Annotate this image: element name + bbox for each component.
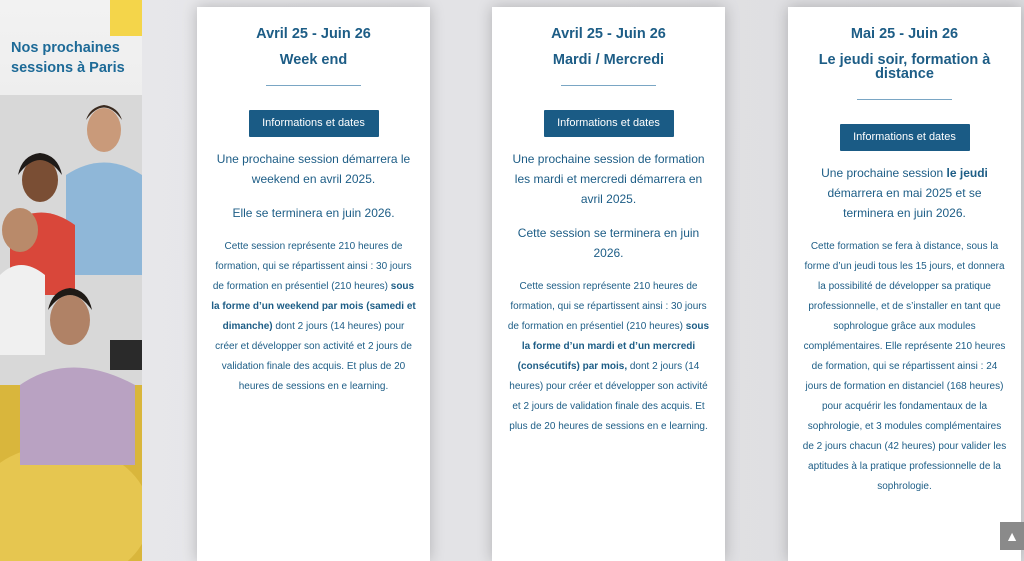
detail-text: Cette session représente 210 heures de formation, qui se répartissent ainsi : 30 jours de formation en présentiel (210 heures) bbox=[507, 281, 707, 332]
intro-text bbox=[802, 163, 1007, 223]
info-dates-button[interactable]: Informations et dates bbox=[544, 110, 674, 137]
detail-text: Cette session représente 210 heures de formation, qui se répartissent ainsi : 30 jours de formation en présentiel (210 heures) bbox=[212, 241, 412, 292]
intro-part: Une prochaine session bbox=[821, 166, 947, 180]
card-intro bbox=[788, 163, 1021, 223]
card-dates: Avril 25 - Juin 26 bbox=[256, 26, 371, 42]
detail-highlight: sous la forme d’un weekend par mois (samedi et dimanche) bbox=[211, 281, 416, 332]
session-card-mardi-mercredi bbox=[492, 7, 725, 561]
divider bbox=[857, 99, 952, 100]
yellow-accent bbox=[110, 0, 142, 36]
intro-end: Elle se terminera en juin 2026. bbox=[232, 206, 395, 220]
intro-highlight: le jeudi bbox=[946, 166, 988, 180]
intro-start: Une prochaine session de formation les mardi et mercredi démarrera en avril 2025. bbox=[512, 152, 705, 206]
detail-text-end: dont 2 jours (14 heures) pour créer et développer son activité et 2 jours de validation finale des acquis. Et plus de 20 heures de sessions en e learning. bbox=[215, 321, 412, 392]
intro-start: Une prochaine session démarrera le weekend en avril 2025. bbox=[216, 152, 411, 186]
card-dates: Mai 25 - Juin 26 bbox=[850, 26, 959, 42]
group-photo bbox=[0, 95, 142, 561]
detail-highlight: sous la forme d’un mardi et d’un mercredi (consécutifs) par mois, bbox=[517, 321, 710, 372]
session-card-jeudi-distance bbox=[788, 7, 1021, 561]
scroll-to-top-button[interactable] bbox=[1000, 522, 1024, 550]
intro-part-end: démarrera en mai 2025 et se terminera en juin 2026. bbox=[827, 186, 982, 220]
card-intro bbox=[197, 149, 430, 223]
sessions-heading: Nos prochaines sessions à Paris bbox=[11, 40, 125, 76]
divider bbox=[561, 85, 656, 86]
card-detail bbox=[492, 277, 725, 437]
card-subtitle: Le jeudi soir, formation à distance bbox=[818, 52, 991, 82]
card-detail bbox=[197, 237, 430, 397]
intro-end: Cette session se terminera en juin 2026. bbox=[517, 226, 700, 260]
card-subtitle: Week end bbox=[279, 52, 348, 68]
card-intro bbox=[492, 149, 725, 263]
card-subtitle: Mardi / Mercredi bbox=[552, 52, 665, 68]
divider bbox=[266, 85, 361, 86]
side-photo-panel bbox=[0, 0, 142, 561]
chevron-up-icon: ▲ bbox=[1005, 528, 1019, 544]
session-card-weekend bbox=[197, 7, 430, 561]
card-dates: Avril 25 - Juin 26 bbox=[551, 26, 666, 42]
detail-text-end: dont 2 jours (14 heures) pour créer et développer son activité et 2 jours de validation finale des acquis. Et plus de 20 heures de sessions en e learning. bbox=[509, 361, 708, 432]
info-dates-button[interactable]: Informations et dates bbox=[249, 110, 379, 137]
card-detail: Cette formation se fera à distance, sous la forme d’un jeudi tous les 15 jours, et donnera la possibilité de développer sa pratique professionnelle, et de s’installer en tant que sophrologue grâce aux modules complémentaires. Elle représente 210 heures de formation, qui se répartissent ainsi : 24 jours de formation en distanciel (168 heures) pour acquérir les fondamentaux de la sophrologie, et 3 modules complémentaires de 2 jours chacun (42 heures) pour valider les aptitudes à la pratique professionnelle de la sophrologie. bbox=[802, 241, 1007, 492]
info-dates-button[interactable]: Informations et dates bbox=[840, 124, 970, 151]
